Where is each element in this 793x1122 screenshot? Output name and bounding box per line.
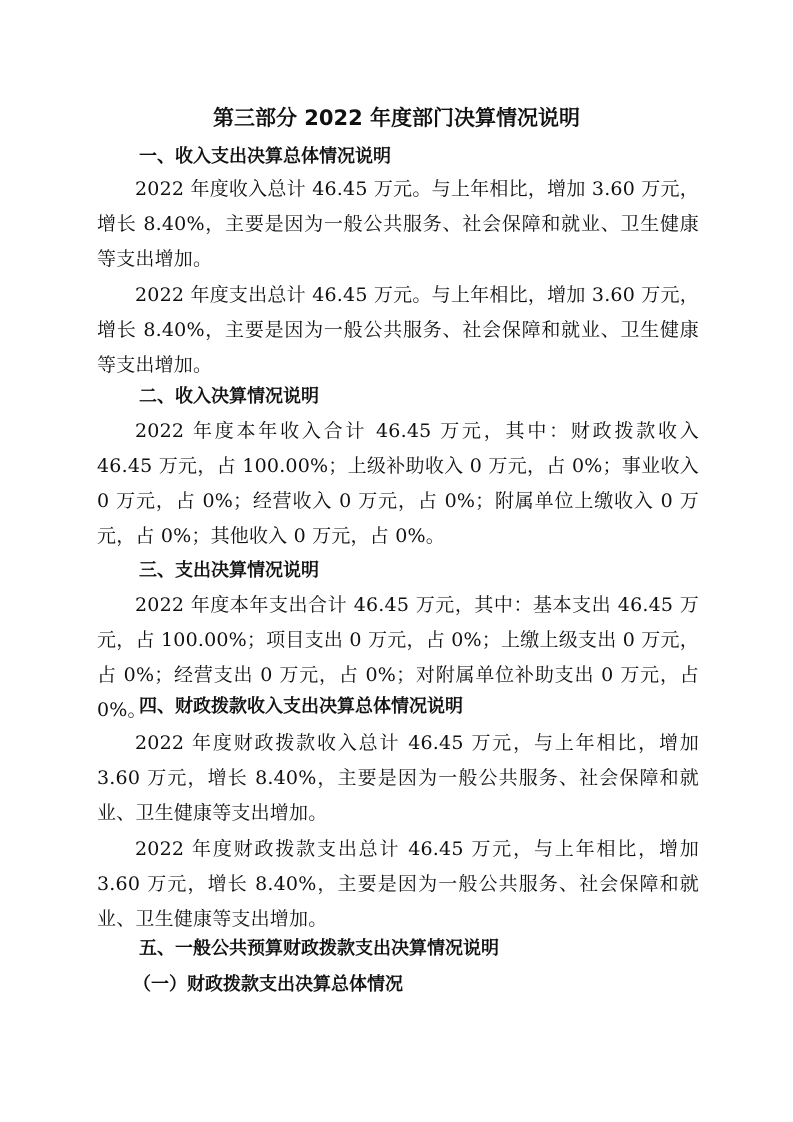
page-title: 第三部分 2022 年度部门决算情况说明 xyxy=(212,106,581,130)
paragraph-fiscal-expense: 2022 年度财政拨款支出总计 46.45 万元，与上年相比，增加 3.60 万元，增长 8.40%，主要是因为一般公共服务、社会保障和就业、卫生健康等支出增加。 xyxy=(97,838,699,930)
section-heading-2: 二、收入决算情况说明 xyxy=(139,386,319,407)
paragraph-expense-total: 2022 年度支出总计 46.45 万元。与上年相比，增加 3.60 万元，增长 8.40%，主要是因为一般公共服务、社会保障和就业、卫生健康等支出增加。 xyxy=(97,284,699,376)
section-heading-4: 四、财政拨款收入支出决算总体情况说明 xyxy=(139,696,463,717)
section-heading-1: 一、收入支出决算总体情况说明 xyxy=(139,146,391,167)
subsection-heading: （一）财政拨款支出决算总体情况 xyxy=(133,974,403,995)
section-heading-5: 五、一般公共预算财政拨款支出决算情况说明 xyxy=(139,938,499,959)
paragraph-expense-detail: 2022 年度本年支出合计 46.45 万元，其中：基本支出 46.45 万元，占 100.00%；项目支出 0 万元，占 0%；上缴上级支出 0 万元，占 0%；经营支出 0 万元，占 0%；对附属单位补助支出 0 万元，占 0%。 xyxy=(97,594,699,721)
paragraph-fiscal-income: 2022 年度财政拨款收入总计 46.45 万元，与上年相比，增加 3.60 万元，增长 8.40%，主要是因为一般公共服务、社会保障和就业、卫生健康等支出增加。 xyxy=(97,732,699,824)
paragraph-income-detail: 2022 年度本年收入合计 46.45 万元，其中：财政拨款收入 46.45 万元，占 100.00%；上级补助收入 0 万元，占 0%；事业收入 0 万元，占 0%；经营收入 0 万元，占 0%；附属单位上缴收入 0 万元，占 0%；其他收入 0 万元，占 0%。 xyxy=(97,420,699,547)
section-heading-3: 三、支出决算情况说明 xyxy=(139,560,319,581)
paragraph-income-total: 2022 年度收入总计 46.45 万元。与上年相比，增加 3.60 万元，增长 8.40%，主要是因为一般公共服务、社会保障和就业、卫生健康等支出增加。 xyxy=(97,178,699,270)
